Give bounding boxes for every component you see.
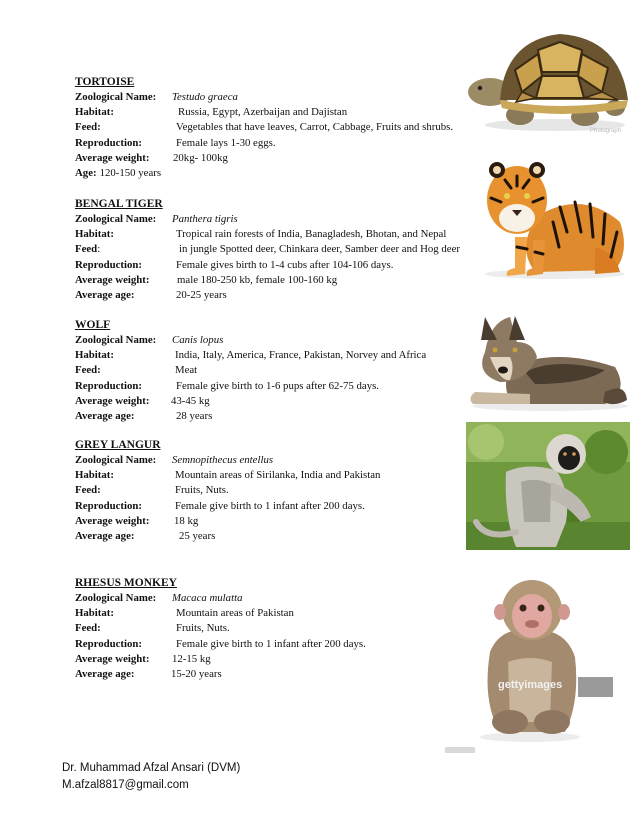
monkey-reproduction-row <box>75 637 495 652</box>
monkey-zoological-name: Macaca mulatta <box>172 592 243 604</box>
langur-habitat: Mountain areas of Sirilanka, India and Pakistan <box>175 469 381 482</box>
footer-email: M.afzal8817@gmail.com <box>62 779 189 791</box>
feed-colon: : <box>97 243 101 256</box>
average-weight-label: Average weight: <box>75 514 150 527</box>
average-age-label: Average age: <box>75 668 135 681</box>
langur-reproduction: Female give birth to 1 infant after 200 days. <box>175 499 365 512</box>
footer-author: Dr. Muhammad Afzal Ansari (DVM) <box>62 762 241 774</box>
bengal-tiger-photo <box>475 152 633 280</box>
tiger-zoological-row <box>75 212 495 227</box>
wolf-feed-row <box>75 363 495 378</box>
zoological-name-label: Zoological Name: <box>75 454 157 466</box>
feed-label: Feed: <box>75 484 101 497</box>
average-age-label: Average age: <box>75 410 135 423</box>
tiger-reproduction-row <box>75 258 495 273</box>
monkey-average-weight: 12-15 kg <box>172 652 211 665</box>
monkey-zoological-row <box>75 591 495 606</box>
tortoise-section <box>75 75 495 181</box>
reproduction-label: Reproduction: <box>75 637 142 650</box>
wolf-feed: Meat <box>175 364 198 377</box>
zoological-name-label: Zoological Name: <box>75 91 157 103</box>
tiger-feed-label-wrap <box>75 242 179 257</box>
tortoise-zoological-row <box>75 90 495 105</box>
tortoise-zoological-name: Testudo graeca <box>172 91 238 103</box>
monkey-reproduction: Female give birth to 1 infant after 200 days. <box>176 637 366 650</box>
tortoise-age-row <box>75 166 495 181</box>
langur-feed: Fruits, Nuts. <box>175 484 229 497</box>
feed-label: Feed: <box>75 622 101 635</box>
langur-average-age: 25 years <box>179 530 216 543</box>
habitat-label: Habitat: <box>75 469 114 482</box>
image-caption-bar <box>445 747 475 753</box>
monkey-habitat: Mountain areas of Pakistan <box>176 607 294 620</box>
feed-label: Feed: <box>75 364 101 377</box>
grey-langur-title: GREY LANGUR <box>75 439 161 451</box>
rhesus-monkey-section <box>75 576 495 682</box>
langur-weight-row <box>75 514 495 529</box>
langur-age-row <box>75 529 495 544</box>
rhesus-monkey-photo <box>470 572 615 744</box>
tortoise-reproduction: Female lays 1-30 eggs. <box>176 136 276 149</box>
tortoise-habitat-row <box>75 105 495 120</box>
wolf-photo <box>455 312 630 412</box>
rhesus-monkey-title: RHESUS MONKEY <box>75 577 177 589</box>
tortoise-feed-row <box>75 120 495 135</box>
habitat-label: Habitat: <box>75 349 114 362</box>
wolf-habitat-row <box>75 348 495 363</box>
wolf-reproduction-row <box>75 379 495 394</box>
monkey-feed-row <box>75 621 495 636</box>
average-weight-label: Average weight: <box>75 151 150 164</box>
tiger-habitat: Tropical rain forests of India, Banagladesh, Bhotan, and Nepal <box>176 228 447 241</box>
langur-habitat-row <box>75 468 495 483</box>
grey-langur-section <box>75 438 495 544</box>
habitat-label: Habitat: <box>75 228 114 241</box>
footer <box>62 760 240 794</box>
tiger-zoological-name: Panthera tigris <box>172 213 238 225</box>
wolf-zoological-name: Canis lopus <box>172 334 224 346</box>
tortoise-title: TORTOISE <box>75 76 135 88</box>
reproduction-label: Reproduction: <box>75 258 142 271</box>
average-weight-label: Average weight: <box>75 652 150 665</box>
tortoise-average-weight: 20kg- 100kg <box>173 151 228 164</box>
tortoise-age: 120-150 years <box>99 167 162 180</box>
wolf-zoological-row <box>75 333 495 348</box>
tiger-habitat-row <box>75 227 495 242</box>
wolf-age-row <box>75 409 495 424</box>
tiger-reproduction: Female gives birth to 1-4 cubs after 104-106 days. <box>176 258 394 271</box>
langur-zoological-name: Semnopithecus entellus <box>172 454 274 466</box>
tortoise-habitat: Russia, Egypt, Azerbaijan and Dajistan <box>178 106 348 119</box>
langur-reproduction-row <box>75 499 495 514</box>
feed-label: Feed: <box>75 121 101 134</box>
tiger-feed-row <box>75 242 495 257</box>
tiger-age-row <box>75 288 495 303</box>
reproduction-label: Reproduction: <box>75 136 142 149</box>
wolf-section <box>75 318 495 424</box>
average-age-label: Average age: <box>75 530 135 543</box>
wolf-habitat: India, Italy, America, France, Pakistan, Norvey and Africa <box>175 349 427 362</box>
habitat-label: Habitat: <box>75 106 114 119</box>
age-label: Age: <box>75 167 97 180</box>
getty-watermark: gettyimages <box>498 679 563 691</box>
feed-label: Feed <box>75 243 98 256</box>
tortoise-watermark: Photograph <box>590 128 622 134</box>
bengal-tiger-section <box>75 197 495 303</box>
monkey-age-row <box>75 667 495 682</box>
zoological-name-label: Zoological Name: <box>75 592 157 604</box>
average-weight-label: Average weight: <box>75 273 150 286</box>
wolf-reproduction: Female give birth to 1-6 pups after 62-75 days. <box>176 379 379 392</box>
langur-average-weight: 18 kg <box>174 514 199 527</box>
monkey-habitat-row <box>75 606 495 621</box>
habitat-label: Habitat: <box>75 607 114 620</box>
reproduction-label: Reproduction: <box>75 499 142 512</box>
bengal-tiger-title: BENGAL TIGER <box>75 198 163 210</box>
tiger-average-weight: male 180-250 kb, female 100-160 kg <box>177 273 338 286</box>
grey-langur-photo <box>466 422 630 550</box>
zoological-name-label: Zoological Name: <box>75 213 157 225</box>
wolf-average-weight: 43-45 kg <box>171 394 210 407</box>
tiger-feed: in jungle Spotted deer, Chinkara deer, Samber deer and Hog deer <box>179 243 460 256</box>
wolf-title: WOLF <box>75 319 111 331</box>
tortoise-photo <box>460 20 635 135</box>
tiger-average-age: 20-25 years <box>176 289 227 302</box>
average-age-label: Average age: <box>75 289 135 302</box>
monkey-average-age: 15-20 years <box>171 668 222 681</box>
monkey-feed: Fruits, Nuts. <box>176 622 230 635</box>
average-weight-label: Average weight: <box>75 394 150 407</box>
wolf-average-age: 28 years <box>176 410 213 423</box>
wolf-weight-row <box>75 394 495 409</box>
langur-zoological-row <box>75 453 495 468</box>
tiger-weight-row <box>75 273 495 288</box>
langur-feed-row <box>75 483 495 498</box>
tortoise-feed: Vegetables that have leaves, Carrot, Cabbage, Fruits and shrubs. <box>176 121 454 134</box>
tortoise-weight-row <box>75 151 495 166</box>
monkey-weight-row <box>75 652 495 667</box>
reproduction-label: Reproduction: <box>75 379 142 392</box>
zoological-name-label: Zoological Name: <box>75 334 157 346</box>
tortoise-reproduction-row <box>75 136 495 151</box>
